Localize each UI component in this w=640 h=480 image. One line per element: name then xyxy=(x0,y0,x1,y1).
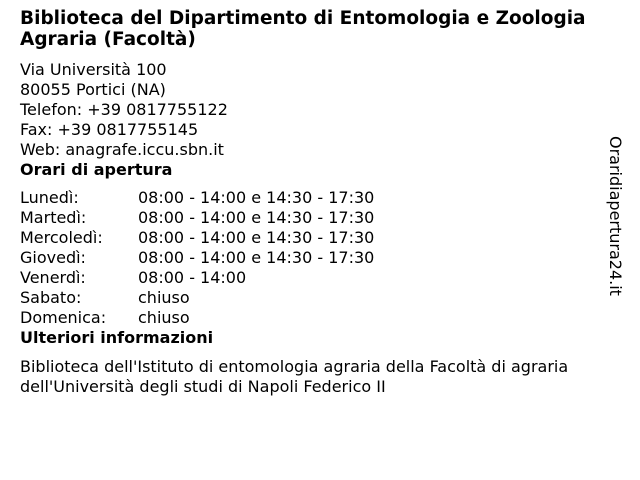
hours-row xyxy=(20,208,374,228)
street-line: Via Università 100 xyxy=(20,60,167,79)
more-info-heading: Ulteriori informazioni xyxy=(20,328,214,347)
hours-row xyxy=(20,248,374,268)
opening-hours-table xyxy=(20,188,374,328)
library-title: Biblioteca del Dipartimento di Entomologia e Zoologia Agraria (Facoltà) xyxy=(20,8,586,50)
more-info-text: Biblioteca dell'Istituto di entomologia agraria della Facoltà di agraria dell'Università degli studi di Napoli Federico II xyxy=(20,357,569,396)
library-card xyxy=(20,8,590,397)
day-hours: chiuso xyxy=(138,308,190,327)
day-label: Giovedì: xyxy=(20,248,86,267)
day-hours: 08:00 - 14:00 e 14:30 - 17:30 xyxy=(138,208,375,227)
fax-line: Fax: +39 0817755145 xyxy=(20,120,199,139)
city-line: 80055 Portici (NA) xyxy=(20,80,166,99)
hours-row xyxy=(20,308,374,328)
opening-hours-heading: Orari di apertura xyxy=(20,160,173,179)
phone-line: Telefon: +39 0817755122 xyxy=(20,100,228,119)
day-hours: 08:00 - 14:00 e 14:30 - 17:30 xyxy=(138,248,375,267)
day-hours: 08:00 - 14:00 e 14:30 - 17:30 xyxy=(138,228,375,247)
hours-row xyxy=(20,268,374,288)
day-label: Sabato: xyxy=(20,288,82,307)
hours-row xyxy=(20,288,374,308)
web-line: Web: anagrafe.iccu.sbn.it xyxy=(20,140,224,159)
address-block xyxy=(20,60,590,160)
day-hours: 08:00 - 14:00 e 14:30 - 17:30 xyxy=(138,188,375,207)
day-label: Mercoledì: xyxy=(20,228,103,247)
site-brand-vertical: Oraridiapertura24.it xyxy=(606,136,625,296)
day-label: Venerdì: xyxy=(20,268,86,287)
hours-row xyxy=(20,188,374,208)
day-label: Domenica: xyxy=(20,308,107,327)
hours-row xyxy=(20,228,374,248)
day-hours: chiuso xyxy=(138,288,190,307)
day-hours: 08:00 - 14:00 xyxy=(138,268,247,287)
day-label: Lunedì: xyxy=(20,188,79,207)
day-label: Martedì: xyxy=(20,208,87,227)
